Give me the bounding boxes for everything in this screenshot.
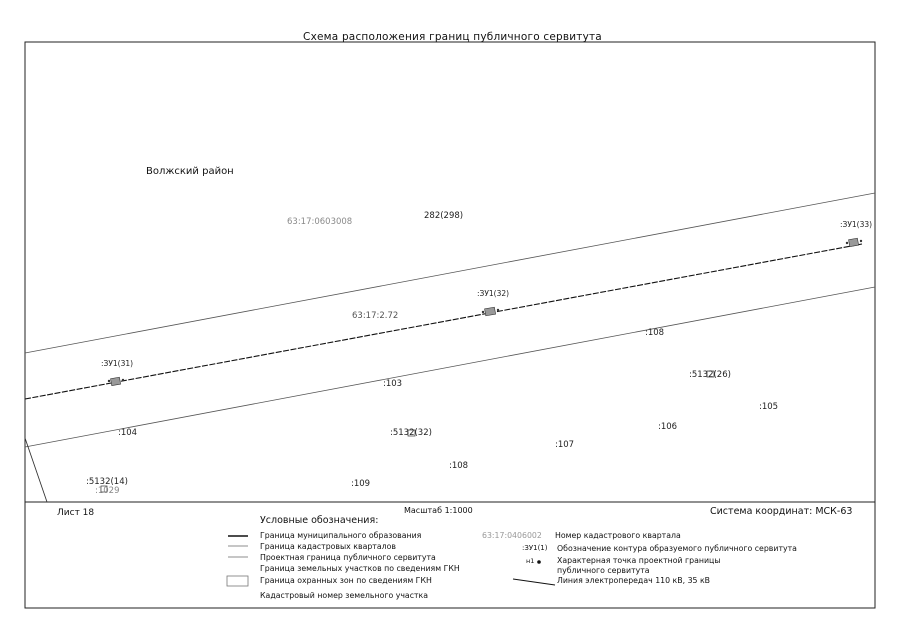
- parcel-number: :103: [383, 379, 403, 389]
- legend-item: Граница кадастровых кварталов: [260, 542, 396, 551]
- parcel-number: :104: [118, 428, 138, 438]
- servitude-marker-32: [482, 307, 499, 316]
- parcel-number: :5132(26): [689, 370, 731, 380]
- legend-item: Граница охранных зон по сведениям ГКН: [260, 576, 432, 585]
- legend-item: Обозначение контура образуемого публичного сервитута: [557, 544, 797, 553]
- legend-item: Проектная граница публичного сервитута: [260, 553, 436, 562]
- legend-sample-point: [537, 560, 541, 564]
- legend-sample-powerline: [513, 579, 555, 585]
- legend-item: Линия электропередач 110 кВ, 35 кВ: [557, 576, 711, 585]
- legend-item: Номер кадастрового квартала: [555, 531, 681, 540]
- parcel-number: :5132(14): [86, 477, 128, 487]
- legend-item: Граница муниципального образования: [260, 531, 422, 540]
- legend-item: Граница земельных участков по сведениям ГКН: [260, 564, 460, 573]
- legend-item: публичного сервитута: [557, 566, 650, 575]
- legend-sample-zone: [227, 576, 248, 586]
- parcel-number: :106: [658, 422, 678, 432]
- quarter-number: 63:17:0603008: [287, 217, 353, 227]
- servitude-marker-33: [846, 238, 862, 246]
- legend-sample-quarter-number: 63:17:0406002: [482, 531, 542, 540]
- municipal-boundary: [25, 438, 47, 502]
- legend-item: Характерная точка проектной границы: [557, 556, 721, 565]
- quarter-number: 63:17:2.72: [352, 311, 399, 321]
- parcel-number: :108: [449, 461, 469, 471]
- servitude-contour-label: :ЗУ1(33): [840, 220, 873, 229]
- servitude-contour-label: :ЗУ1(31): [101, 359, 134, 368]
- parcel-number: :5132(32): [390, 428, 432, 438]
- parcel-number: 282(298): [424, 211, 464, 221]
- scale-label: Масштаб 1:1000: [404, 506, 473, 515]
- sheet-number: Лист 18: [57, 508, 95, 518]
- parcel-number: :108: [645, 328, 665, 338]
- legend-title: Условные обозначения:: [260, 515, 379, 526]
- parcel-number: :109: [351, 479, 371, 489]
- legend-sample-point-label: н1: [526, 557, 535, 565]
- map-frame: [25, 42, 875, 608]
- servitude-contour-label: :ЗУ1(32): [477, 289, 510, 298]
- parcel-number: :1029: [95, 486, 120, 496]
- map-title: Схема расположения границ публичного сервитута: [303, 31, 602, 43]
- legend-sample-contour: :ЗУ1(1): [522, 544, 548, 552]
- coordinate-system: Система координат: МСК-63: [710, 506, 853, 517]
- district-label: Волжский район: [146, 166, 234, 177]
- parcel-number: :107: [555, 440, 575, 450]
- parcel-number: :105: [759, 402, 779, 412]
- power-line: [25, 244, 862, 399]
- servitude-boundary-lower: [25, 287, 875, 447]
- legend-item: Кадастровый номер земельного участка: [260, 591, 429, 600]
